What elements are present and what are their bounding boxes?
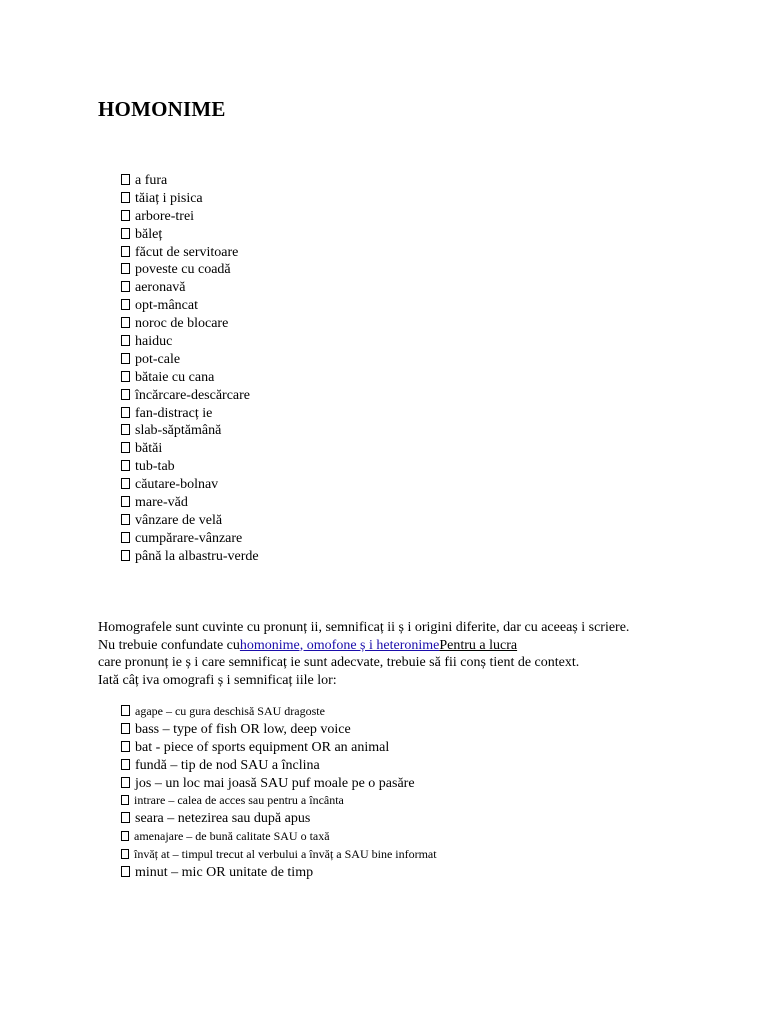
list-item: bass – type of fish OR low, deep voice <box>121 721 437 739</box>
list-item: jos – un loc mai joasă SAU puf moale pe o pasăre <box>121 775 437 793</box>
homonyms-link[interactable]: homonime, omofone ș i heteronime <box>239 637 440 653</box>
square-bullet-icon <box>121 460 130 471</box>
list-item: aeronavă <box>121 279 259 297</box>
square-bullet-icon <box>121 866 130 877</box>
square-bullet-icon <box>121 281 130 292</box>
list-item: făcut de servitoare <box>121 244 259 262</box>
intro-paragraph <box>98 619 738 689</box>
square-bullet-icon <box>121 263 130 274</box>
square-bullet-icon <box>121 705 130 716</box>
list-item: pot-cale <box>121 351 259 369</box>
page-title: HOMONIME <box>98 97 226 121</box>
square-bullet-icon <box>121 795 129 805</box>
list-item: mare-văd <box>121 494 259 512</box>
list-item: fundă – tip de nod SAU a înclina <box>121 757 437 775</box>
square-bullet-icon <box>121 532 130 543</box>
list-item: încărcare-descărcare <box>121 387 259 405</box>
square-bullet-icon <box>121 299 130 310</box>
paragraph-line: care pronunț ie ș i care semnificaț ie sunt adecvate, trebuie să fii conș tient de context. <box>98 655 580 670</box>
list-item: bătaie cu cana <box>121 369 259 387</box>
list-item: până la albastru-verde <box>121 548 259 566</box>
square-bullet-icon <box>121 228 130 239</box>
list-item: seara – netezirea sau după apus <box>121 810 437 828</box>
square-bullet-icon <box>121 371 130 382</box>
list-item: fan-distracț ie <box>121 405 259 423</box>
square-bullet-icon <box>121 246 130 257</box>
list-item: intrare – calea de acces sau pentru a încânta <box>121 792 437 810</box>
list-item: agape – cu gura deschisă SAU dragoste <box>121 703 437 721</box>
paragraph-line: Homografele sunt cuvinte cu pronunț ii, semnificaț ii ș i origini diferite, dar cu aceeaș i scriere. <box>98 620 630 635</box>
work-link[interactable]: Pentru a lucra <box>439 637 518 653</box>
square-bullet-icon <box>121 777 130 788</box>
list-item: a fura <box>121 172 259 190</box>
square-bullet-icon <box>121 831 129 841</box>
square-bullet-icon <box>121 210 130 221</box>
list-item: cumpărare-vânzare <box>121 530 259 548</box>
square-bullet-icon <box>121 759 130 770</box>
list-item: bătăi <box>121 440 259 458</box>
square-bullet-icon <box>121 514 130 525</box>
square-bullet-icon <box>121 424 130 435</box>
list-item: vânzare de velă <box>121 512 259 530</box>
list-item: băleț <box>121 226 259 244</box>
list-item: amenajare – de bună calitate SAU o taxă <box>121 828 437 846</box>
homonym-list <box>121 172 259 566</box>
square-bullet-icon <box>121 812 130 823</box>
list-item: arbore-trei <box>121 208 259 226</box>
paragraph-line: Iată câț iva omografi ș i semnificaț iile lor: <box>98 672 337 688</box>
homograph-list <box>121 703 437 882</box>
square-bullet-icon <box>121 317 130 328</box>
list-item: haiduc <box>121 333 259 351</box>
list-item: poveste cu coadă <box>121 261 259 279</box>
list-item: slab-săptămână <box>121 422 259 440</box>
square-bullet-icon <box>121 335 130 346</box>
square-bullet-icon <box>121 478 130 489</box>
square-bullet-icon <box>121 741 130 752</box>
list-item: noroc de blocare <box>121 315 259 333</box>
square-bullet-icon <box>121 442 130 453</box>
list-item: minut – mic OR unitate de timp <box>121 864 437 882</box>
square-bullet-icon <box>121 496 130 507</box>
square-bullet-icon <box>121 849 129 859</box>
list-item: opt-mâncat <box>121 297 259 315</box>
list-item: tăiaț i pisica <box>121 190 259 208</box>
square-bullet-icon <box>121 389 130 400</box>
list-item: căutare-bolnav <box>121 476 259 494</box>
square-bullet-icon <box>121 723 130 734</box>
square-bullet-icon <box>121 192 130 203</box>
list-item: învăț at – timpul trecut al verbului a învăț a SAU bine informat <box>121 846 437 864</box>
square-bullet-icon <box>121 174 130 185</box>
paragraph-text: Nu trebuie confundate cu <box>98 637 240 653</box>
square-bullet-icon <box>121 353 130 364</box>
list-item: bat - piece of sports equipment OR an animal <box>121 739 437 757</box>
list-item: tub-tab <box>121 458 259 476</box>
paragraph-line <box>98 637 738 655</box>
square-bullet-icon <box>121 407 130 418</box>
square-bullet-icon <box>121 550 130 561</box>
